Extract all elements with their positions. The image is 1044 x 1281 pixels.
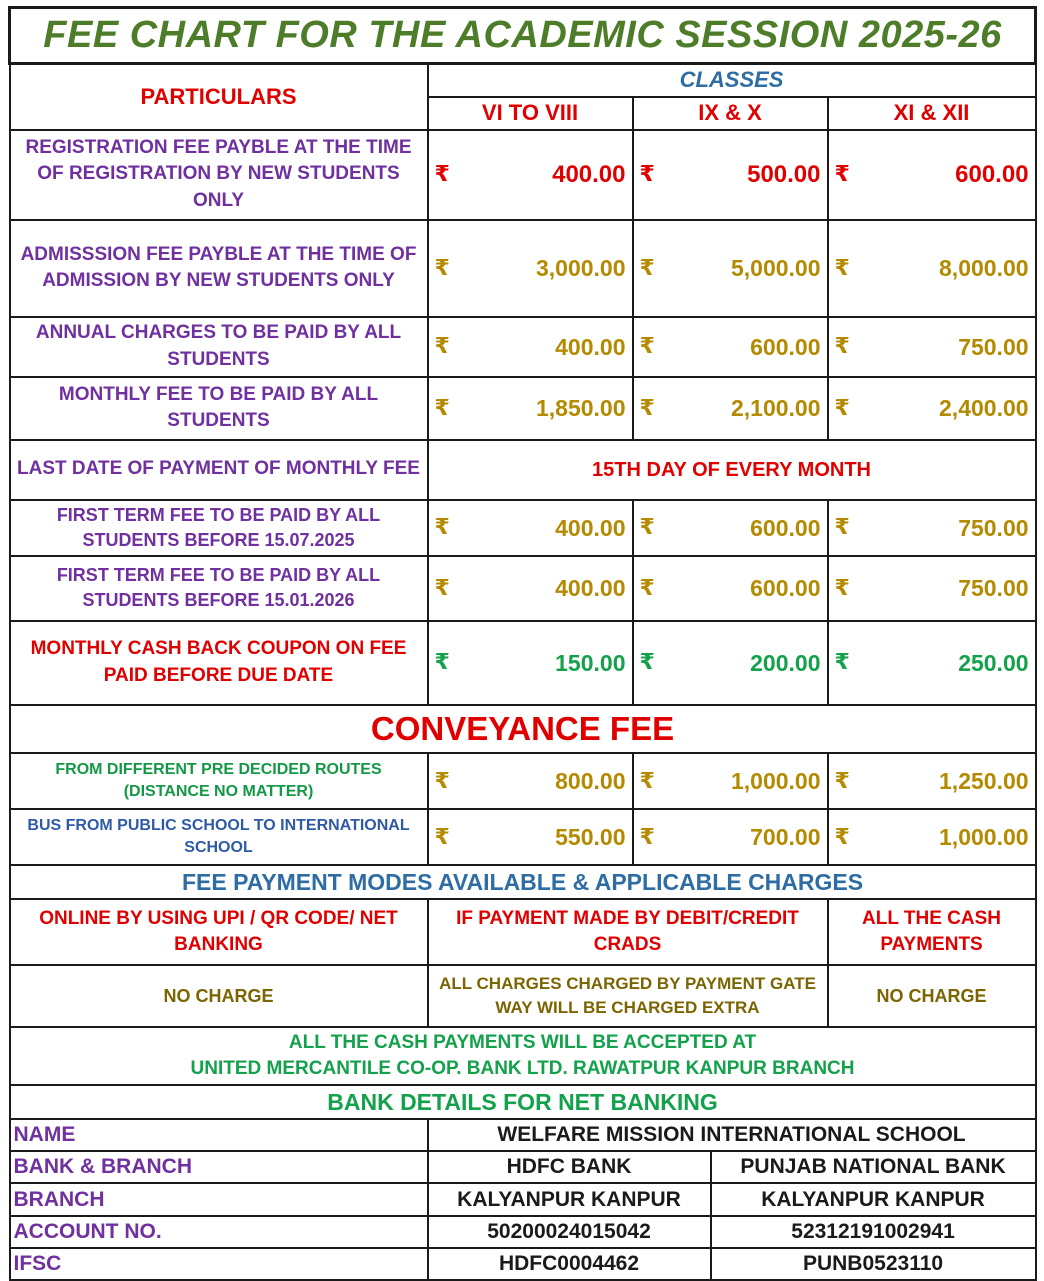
row-label: BUS FROM PUBLIC SCHOOL TO INTERNATIONAL SCHOOL [10,809,428,865]
rupee-icon: ₹ [434,333,450,359]
amount-cell [633,621,828,705]
pnb-value: 52312191002941 [711,1216,1036,1248]
rupee-icon: ₹ [834,649,850,675]
fee-row-annual [10,317,1036,377]
rupee-icon: ₹ [834,333,850,359]
amount-value: 600.00 [750,333,821,360]
hdfc-value: KALYANPUR KANPUR [428,1183,711,1216]
fee-row-registration [10,130,1036,220]
fee-row-first-term-1 [10,500,1036,556]
bank-details-title: BANK DETAILS FOR NET BANKING [10,1085,1036,1119]
rupee-icon: ₹ [434,823,450,849]
rupee-icon: ₹ [834,823,850,849]
row-label: MONTHLY CASH BACK COUPON ON FEE PAID BEFORE DUE DATE [10,621,428,705]
amount-value: 400.00 [555,575,626,602]
amount-cell [428,500,633,556]
bank-label: BANK & BRANCH [10,1151,428,1183]
rupee-icon: ₹ [639,514,655,540]
bank-label: NAME [10,1119,428,1150]
rupee-icon: ₹ [639,823,655,849]
conveyance-title: CONVEYANCE FEE [10,705,1036,753]
class-header-ix-x: IX & X [633,97,828,130]
bank-label: ACCOUNT NO. [10,1216,428,1248]
fee-row-routes [10,753,1036,809]
amount-value: 250.00 [958,649,1029,676]
amount-value: 750.00 [958,575,1029,602]
bank-row [10,1216,1036,1248]
fee-row-monthly [10,377,1036,440]
amount-cell [633,753,828,809]
amount-value: 500.00 [747,160,821,188]
rupee-icon: ₹ [434,767,450,793]
amount-value: 400.00 [552,160,626,188]
page-title: FEE CHART FOR THE ACADEMIC SESSION 2025-26 [10,8,1036,64]
amount-value: 750.00 [958,333,1029,360]
amount-cell [828,130,1036,220]
rupee-icon: ₹ [834,394,850,420]
rupee-icon: ₹ [639,394,655,420]
amount-cell [828,809,1036,865]
bank-row [10,1248,1036,1280]
fee-row-first-term-2 [10,556,1036,621]
rupee-icon: ₹ [639,574,655,600]
amount-cell [828,621,1036,705]
last-date-value: 15TH DAY OF EVERY MONTH [428,440,1036,500]
hdfc-value: HDFC0004462 [428,1248,711,1280]
row-label: FROM DIFFERENT PRE DECIDED ROUTES (DISTANCE NO MATTER) [10,753,428,809]
row-label: LAST DATE OF PAYMENT OF MONTHLY FEE [10,440,428,500]
payment-modes-row [10,899,1036,965]
payment-charges-row [10,965,1036,1027]
row-label: ADMISSSION FEE PAYBLE AT THE TIME OF ADMISSION BY NEW STUDENTS ONLY [10,220,428,317]
charge-online: NO CHARGE [10,965,428,1027]
amount-value: 600.00 [750,575,821,602]
rupee-icon: ₹ [834,254,850,280]
fee-row-admission [10,220,1036,317]
rupee-icon: ₹ [834,767,850,793]
hdfc-value: HDFC BANK [428,1151,711,1183]
rupee-icon: ₹ [639,767,655,793]
rupee-icon: ₹ [834,574,850,600]
bank-label: IFSC [10,1248,428,1280]
class-header-xi-xii: XI & XII [828,97,1036,130]
amount-cell [828,556,1036,621]
amount-cell [633,220,828,317]
amount-value: 1,000.00 [730,767,821,794]
amount-value: 400.00 [555,333,626,360]
payment-mode-online: ONLINE BY USING UPI / QR CODE/ NET BANKING [10,899,428,965]
fee-row-last-date [10,440,1036,500]
hdfc-value: 50200024015042 [428,1216,711,1248]
rupee-icon: ₹ [434,649,450,675]
fee-row-cashback [10,621,1036,705]
amount-value: 200.00 [750,649,821,676]
rupee-icon: ₹ [639,161,655,187]
amount-value: 550.00 [555,823,626,850]
pnb-value: KALYANPUR KANPUR [711,1183,1036,1216]
row-label: MONTHLY FEE TO BE PAID BY ALL STUDENTS [10,377,428,440]
amount-cell [633,556,828,621]
classes-header: CLASSES [428,64,1036,97]
amount-value: 1,850.00 [535,395,626,422]
amount-cell [633,809,828,865]
cash-note-line-1: ALL THE CASH PAYMENTS WILL BE ACCEPTED AT [288,1031,757,1053]
amount-value: 2,100.00 [730,395,821,422]
class-header-vi-viii: VI TO VIII [428,97,633,130]
rupee-icon: ₹ [434,574,450,600]
amount-cell [828,220,1036,317]
row-label: ANNUAL CHARGES TO BE PAID BY ALL STUDENTS [10,317,428,377]
row-label: FIRST TERM FEE TO BE PAID BY ALL STUDENTS BEFORE 15.01.2026 [10,556,428,621]
pnb-value: PUNJAB NATIONAL BANK [711,1151,1036,1183]
fee-table [8,6,1037,1281]
amount-cell [428,220,633,317]
amount-cell [428,317,633,377]
rupee-icon: ₹ [639,649,655,675]
bank-label: BRANCH [10,1183,428,1216]
row-label: FIRST TERM FEE TO BE PAID BY ALL STUDENTS BEFORE 15.07.2025 [10,500,428,556]
rupee-icon: ₹ [434,514,450,540]
rupee-icon: ₹ [834,161,850,187]
amount-cell [428,809,633,865]
bank-row [10,1183,1036,1216]
charge-cash: NO CHARGE [828,965,1036,1027]
pnb-value: PUNB0523110 [711,1248,1036,1280]
payment-mode-cash: ALL THE CASH PAYMENTS [828,899,1036,965]
amount-cell [828,317,1036,377]
amount-cell [633,500,828,556]
rupee-icon: ₹ [834,514,850,540]
rupee-icon: ₹ [639,254,655,280]
amount-cell [828,500,1036,556]
amount-value: 750.00 [958,514,1029,541]
amount-value: 150.00 [555,649,626,676]
amount-value: 3,000.00 [535,255,626,282]
amount-cell [633,317,828,377]
row-label: REGISTRATION FEE PAYBLE AT THE TIME OF REGISTRATION BY NEW STUDENTS ONLY [10,130,428,220]
amount-value: 600.00 [750,514,821,541]
amount-value: 400.00 [555,514,626,541]
amount-value: 2,400.00 [939,395,1029,422]
amount-cell [428,556,633,621]
particulars-header: PARTICULARS [10,64,428,130]
school-name: WELFARE MISSION INTERNATIONAL SCHOOL [428,1119,1036,1150]
bank-row [10,1151,1036,1183]
amount-value: 1,000.00 [939,823,1029,850]
charge-card: ALL CHARGES CHARGED BY PAYMENT GATE WAY WILL BE CHARGED EXTRA [428,965,828,1027]
amount-cell [828,377,1036,440]
amount-value: 5,000.00 [730,255,821,282]
payment-modes-title: FEE PAYMENT MODES AVAILABLE & APPLICABLE CHARGES [10,865,1036,899]
amount-cell [428,130,633,220]
rupee-icon: ₹ [639,333,655,359]
amount-value: 8,000.00 [939,255,1029,282]
amount-cell [428,377,633,440]
payment-mode-card: IF PAYMENT MADE BY DEBIT/CREDIT CRADS [428,899,828,965]
cash-payment-note [10,1027,1036,1085]
rupee-icon: ₹ [434,394,450,420]
amount-value: 800.00 [555,767,626,794]
amount-cell [633,130,828,220]
amount-cell [428,621,633,705]
amount-value: 600.00 [955,160,1029,188]
amount-cell [828,753,1036,809]
bank-row-name [10,1119,1036,1150]
fee-chart [8,6,1034,1281]
rupee-icon: ₹ [434,254,450,280]
amount-cell [633,377,828,440]
rupee-icon: ₹ [434,161,450,187]
amount-value: 1,250.00 [939,767,1029,794]
fee-row-bus [10,809,1036,865]
amount-value: 700.00 [750,823,821,850]
cash-note-line-2: UNITED MERCANTILE CO-OP. BANK LTD. RAWATPUR KANPUR BRANCH [190,1058,855,1080]
amount-cell [428,753,633,809]
